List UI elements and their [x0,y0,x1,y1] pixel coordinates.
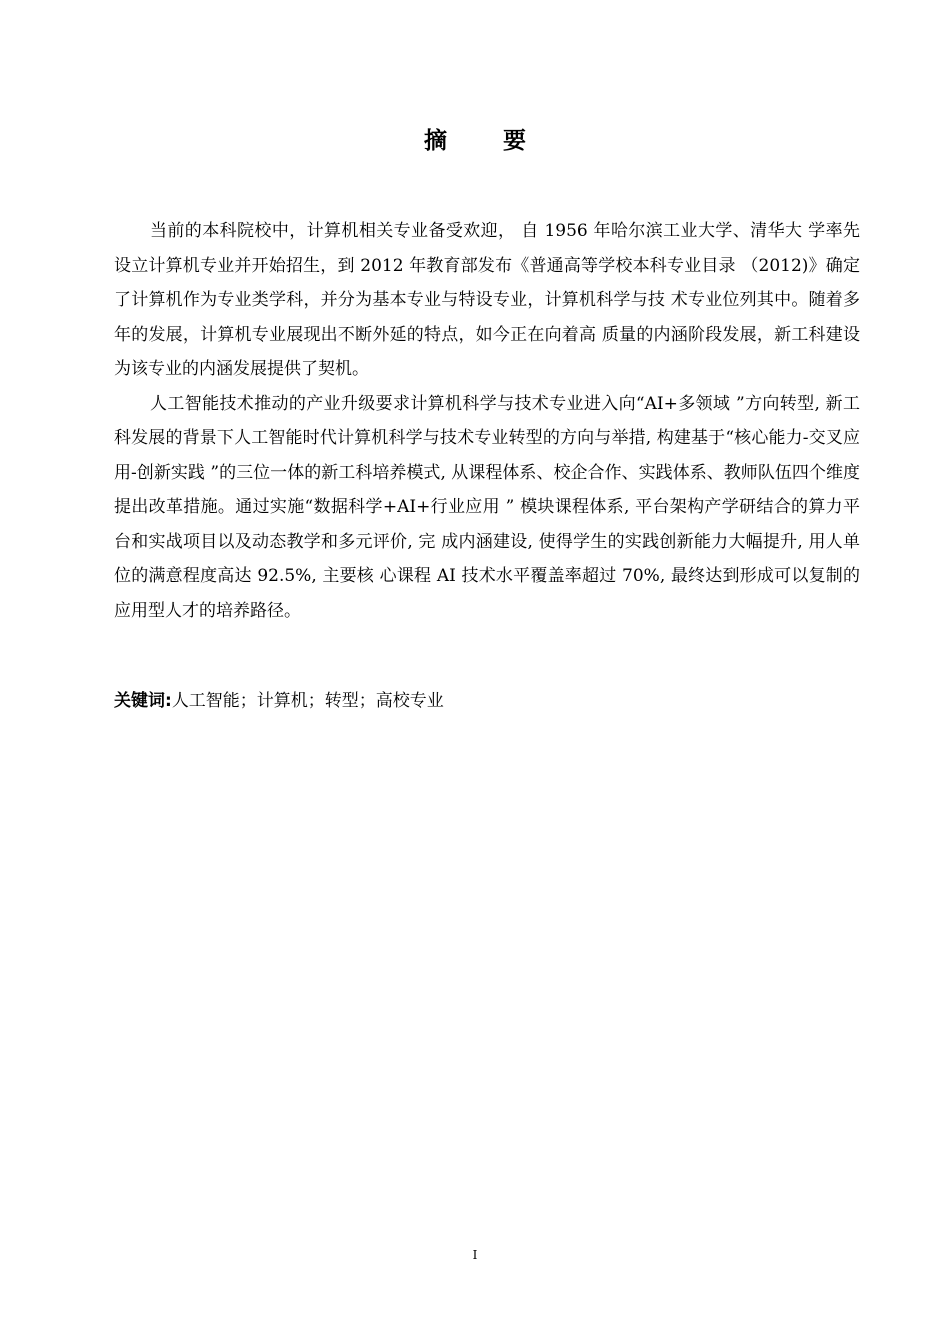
abstract-paragraph-2: 人工智能技术推动的产业升级要求计算机科学与技术专业进入向“AI+多领域 ”方向转型, 新工科发展的背景下人工智能时代计算机科学与技术专业转型的方向与举措, 构建基于“核心能力-交叉应用-创新实践 ”的三位一体的新工科培养模式, 从课程体系、校企合作、实践体系、教师队伍四个维度提出改革措施。通过实施“数据科学+AI+行业应用 ” 模块课程体系, 平台架构产学研结合的算力平台和实战项目以及动态教学和多元评价, 完 成内涵建设, 使得学生的实践创新能力大幅提升, 用人单位的满意程度高达 92.5%, 主要核 心课程 AI 技术水平覆盖率超过 70%, 最终达到形成可以复制的应用型人才的培养路径。 [114,393,860,621]
abstract-body [114,214,860,628]
page-number: I [472,1248,478,1262]
keywords-text: 人工智能；计算机；转型；高校专业 [171,691,444,711]
abstract-paragraph-1: 当前的本科院校中，计算机相关专业备受欢迎， 自 1956 年哈尔滨工业大学、清华大 学率先设立计算机专业并开始招生，到 2012 年教育部发布《普通高等学校本科专业目录 （2012)》确定了计算机作为专业类学科，并分为基本专业与特设专业，计算机科学与技 术专业位列其中。随着多年的发展，计算机专业展现出不断外延的特点，如今正在向着高 质量的内涵阶段发展，新工科建设为该专业的内涵发展提供了契机。 [114,221,860,379]
keywords-line [114,686,444,716]
keywords-label: 关键词: [114,691,172,711]
abstract-title: 摘 要 [423,128,550,154]
